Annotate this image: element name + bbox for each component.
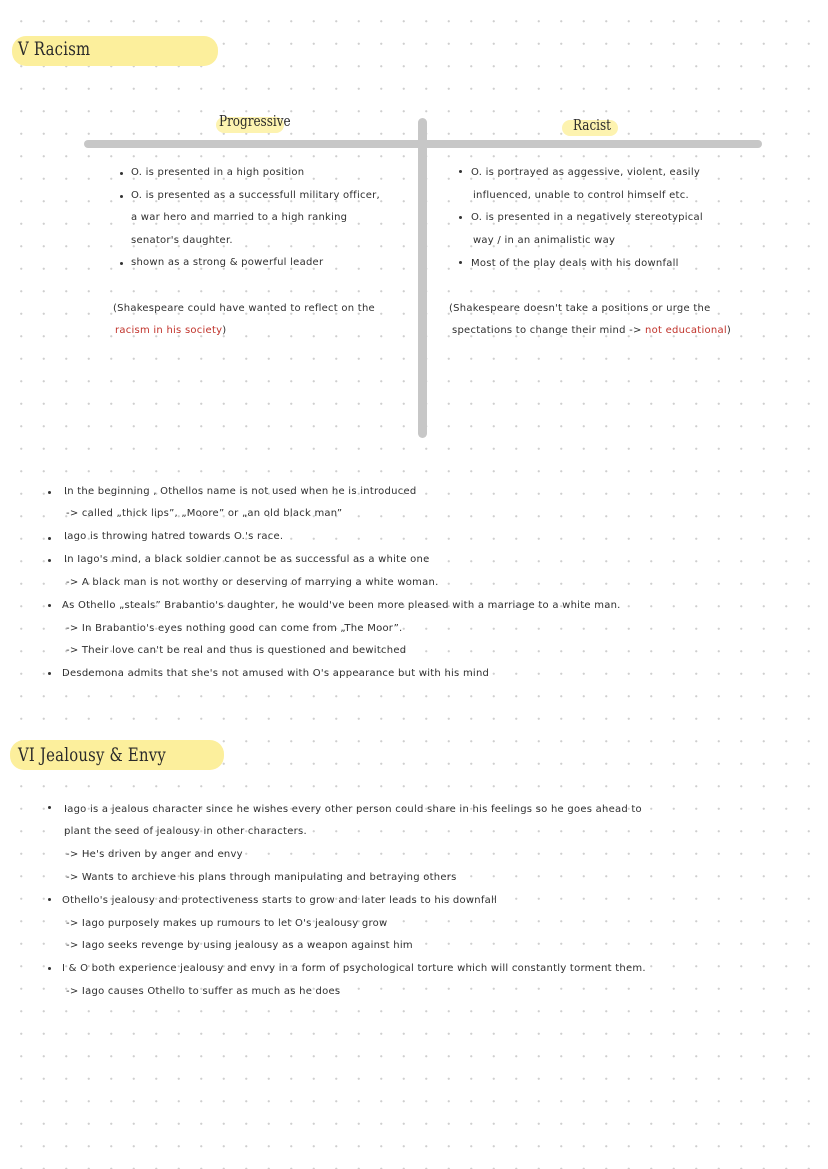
- racist-line: O. is portrayed as aggessive, violent, easily: [471, 167, 701, 178]
- racism-note: -> A black man is not worthy or deserving of marrying a white woman.: [66, 577, 439, 588]
- progressive-heading: Progressive: [219, 112, 291, 130]
- jealousy-note: Othello's jealousy and protectiveness starts to grow and later leads to his downfall: [62, 895, 498, 906]
- progressive-note-close: ): [222, 325, 227, 336]
- racism-note: In the beginning , Othellos name is not used when he is introduced: [64, 486, 417, 497]
- jealousy-note: -> Wants to archieve his plans through manipulating and betraying others: [66, 872, 457, 883]
- racist-line: way / in an animalistic way: [473, 235, 616, 246]
- progressive-line: a war hero and married to a high ranking: [131, 212, 348, 223]
- bullet: [48, 537, 51, 540]
- progressive-line: senator's daughter.: [131, 235, 233, 246]
- progressive-line: shown as a strong & powerful leader: [131, 257, 324, 268]
- bullet: [459, 170, 462, 173]
- racist-note-close: ): [726, 325, 732, 336]
- racist-heading: Racist: [573, 116, 612, 134]
- jealousy-note: I & O both experience jealousy and envy in a form of psychological torture which will constantly torment them.: [62, 963, 646, 974]
- bullet: [48, 898, 51, 901]
- racism-note: -> In Brabantio's eyes nothing good can come from „The Moor”.: [66, 623, 403, 634]
- bullet: [48, 604, 51, 607]
- racist-line: Most of the play deals with his downfall: [471, 258, 679, 269]
- jealousy-note: Iago is a jealous character since he wishes every other person could share in his feelings so he goes ahead to: [64, 804, 642, 815]
- racist-note-text: spectations to change their mind ->: [452, 325, 646, 336]
- progressive-note-line2: [115, 325, 226, 337]
- jealousy-note: -> Iago purposely makes up rumours to let O's jealousy grow: [66, 918, 388, 929]
- progressive-line: O. is presented in a high position: [131, 167, 305, 178]
- bullet: [120, 172, 123, 175]
- racism-note: -> Their love can't be real and thus is questioned and bewitched: [66, 645, 407, 656]
- bullet: [48, 559, 51, 562]
- progressive-note-red: racism in his society: [115, 325, 223, 336]
- jealousy-note: -> He's driven by anger and envy: [66, 849, 243, 860]
- table-vertical-divider: [418, 118, 427, 438]
- section-title-jealousy: VI Jealousy & Envy: [18, 744, 166, 766]
- racism-note: Desdemona admits that she's not amused with O's appearance but with his mind: [62, 668, 490, 679]
- racism-note: -> called „thick lips”, „Moore” or „an old black man”: [66, 508, 343, 519]
- racism-note: As Othello „steals” Brabantio's daughter, he would've been more pleased with a marriage to a white man.: [62, 600, 621, 611]
- racism-note: In Iago's mind, a black soldier cannot be as successful as a white one: [64, 554, 430, 565]
- bullet: [48, 491, 51, 494]
- jealousy-note: -> Iago causes Othello to suffer as much as he does: [66, 986, 341, 997]
- jealousy-note: -> Iago seeks revenge by using jealousy as a weapon against him: [66, 940, 413, 951]
- bullet: [48, 967, 51, 970]
- bullet: [120, 195, 123, 198]
- racist-note-line2: [452, 325, 731, 337]
- racist-line: influenced, unable to control himself etc.: [473, 190, 689, 201]
- bullet: [48, 672, 51, 675]
- bullet: [459, 216, 462, 219]
- progressive-line: O. is presented as a successfull military officer,: [131, 190, 380, 201]
- section-title-racism: V Racism: [18, 38, 91, 60]
- racist-note-line1: (Shakespeare doesn't take a positions or urge the: [449, 303, 711, 314]
- racist-note-red: not educational: [645, 325, 727, 336]
- jealousy-note: plant the seed of jealousy in other characters.: [64, 826, 307, 837]
- bullet: [48, 806, 51, 809]
- racism-note: Iago is throwing hatred towards O.'s race.: [64, 531, 284, 542]
- progressive-note-line1: (Shakespeare could have wanted to reflect on the: [113, 303, 375, 314]
- racist-line: O. is presented in a negatively stereotypical: [471, 212, 703, 223]
- bullet: [120, 262, 123, 265]
- bullet: [459, 261, 462, 264]
